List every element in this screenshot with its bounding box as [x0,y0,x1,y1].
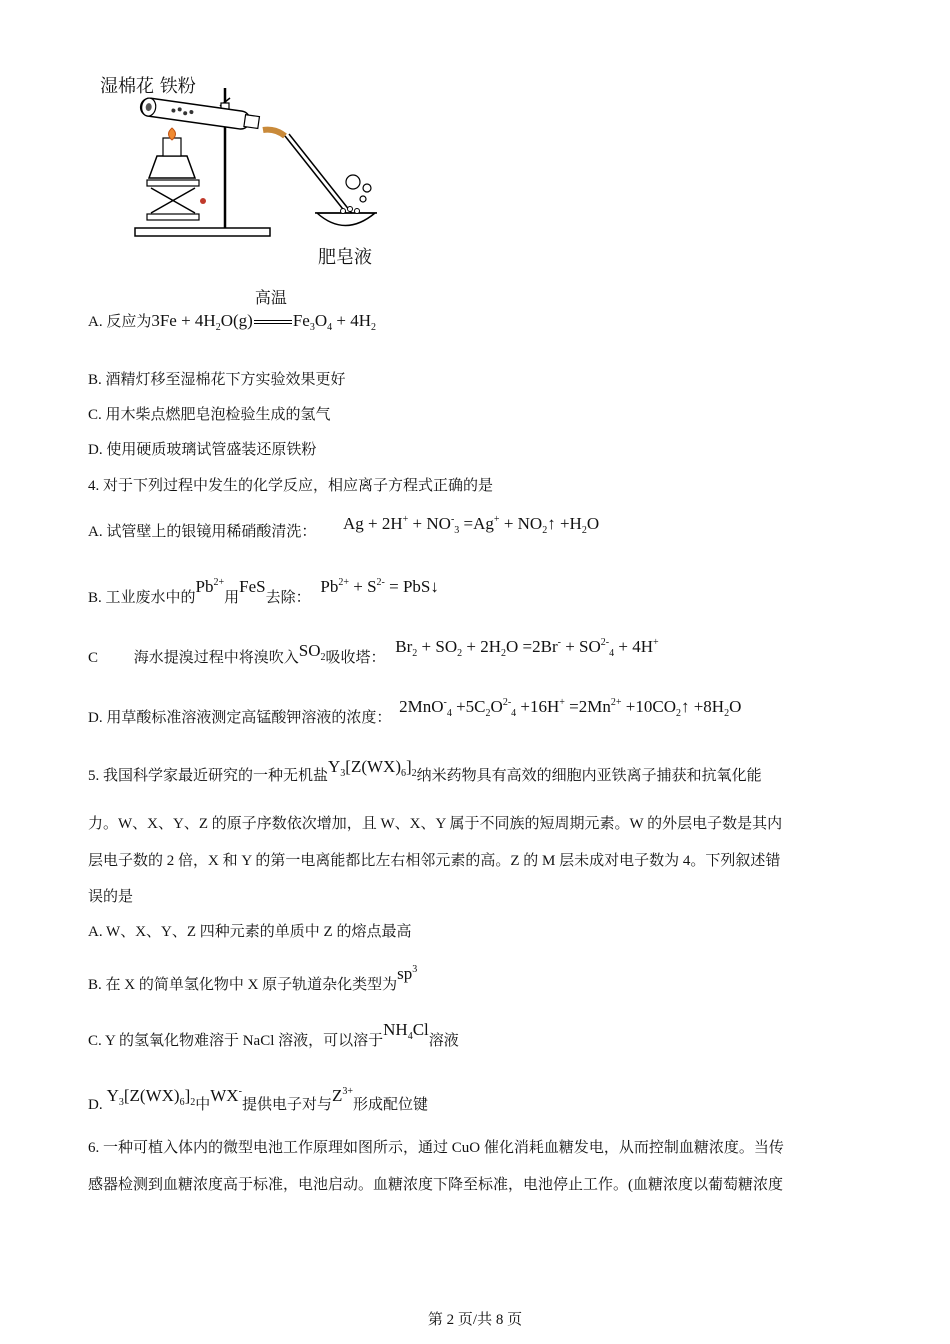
iron-steam-apparatus-diagram [95,68,395,243]
q5-line-2: 力。W、X、Y、Z 的原子序数依次增加，且 W、X、Y 属于不同族的短周期元素。W 的外层电子数是其内 [88,816,783,832]
q4-option-a: A. 试管壁上的银镜用稀硝酸清洗： $Ag + 2H^+ + NO^-_3 =Ag^+$ + $NO_2↑ +H_2O$ [88,522,316,542]
q3-a-equation: $3Fe + 4H_2O(g)$ 高温 $Fe_3O_4 + 4H_2$ [151,290,376,333]
q4-option-c: C 海水提溴过程中将溴吹入$SO_2$吸收塔： $Br_2 + SO_2 + 2H_2O =2Br^- + SO^{2-}_4 + 4H^+$ [88,637,659,666]
q4-option-b: B. 工业废水中的$Pb^{2+}$用FeS去除： $Pb^{2+} + S^{2-}$ = PbS↓ [88,577,439,606]
q4-option-d: D. 用草酸标准溶液测定高锰酸钾溶液的浓度： $2MnO^-_4 +5C_2O^{2-}_4 +16H^+ =2Mn^{2+}$ $+10CO_2↑ +8H_2O$ [88,697,742,726]
q5-option-c: C. Y 的氢氧化物难溶于 NaCl 溶液，可以溶于$NH_4Cl$溶液 [88,1020,459,1049]
q4-stem: 4. 对于下列过程中发生的化学反应，相应离子方程式正确的是 [88,478,494,494]
q4-c-equation: $Br_2 + SO_2 + 2H_2O =2Br^- + SO^{2-}_4 + 4H^+$ [395,637,659,659]
q3-a-condition: 高温 [254,290,287,307]
q4-b-equation: $Pb^{2+} + S^{2-}$ = PbS↓ [320,577,439,596]
q5-option-d: D. $Y_3[Z(WX)_6]_2$中WX-提供电子对与$Z^{3+}$形成配位键 [88,1086,428,1113]
q4-d-equation: $2MnO^-_4 +5C_2O^{2-}_4 +16H^+ =2Mn^{2+}$ $+10CO_2↑ +8H_2O$ [399,697,742,719]
q5-option-a: A. W、X、Y、Z 四种元素的单质中 Z 的熔点最高 [88,924,412,940]
q5-line-3: 层电子数的 2 倍，X 和 Y 的第一电离能都比左右相邻元素的高。Z 的 M 层未成对电子数为 4。下列叙述错 [88,853,781,869]
q5-stem: 5. 我国科学家最近研究的一种无机盐$Y_3[Z(WX)_6]_2$纳米药物具有高效的细胞内亚铁离子捕获和抗氧化能 [88,757,762,784]
q4-a-equation: $Ag + 2H^+ + NO^-_3 =Ag^+$ + $NO_2↑ +H_2O$ [343,514,600,536]
q5-option-b: B. 在 X 的简单氢化物中 X 原子轨道杂化类型为$sp^3$ [88,964,418,993]
q3-option-a [88,290,376,338]
q6-line-1: 6. 一种可植入体内的微型电池工作原理如图所示，通过 CuO 催化消耗血糖发电，从而控制血糖浓度。当传 [88,1140,784,1156]
label-cotton-iron: 湿棉花 铁粉 [100,76,196,97]
q5-line-4: 误的是 [88,889,134,905]
q3-a-prefix: A. 反应为 [88,314,152,330]
page-footer: 第 2 页/共 8 页 [427,1312,523,1328]
q3-option-d: D. 使用硬质玻璃试管盛装还原铁粉 [88,442,317,458]
q6-line-2: 感器检测到血糖浓度高于标准，电池启动。血糖浓度下降至标准，电池停止工作。(血糖浓度以葡萄糖浓度 [88,1177,783,1193]
label-soap-solution: 肥皂液 [318,247,372,268]
q3-option-c: C. 用木柴点燃肥皂泡检验生成的氢气 [88,407,331,423]
q3-option-b: B. 酒精灯移至湿棉花下方实验效果更好 [88,372,346,388]
